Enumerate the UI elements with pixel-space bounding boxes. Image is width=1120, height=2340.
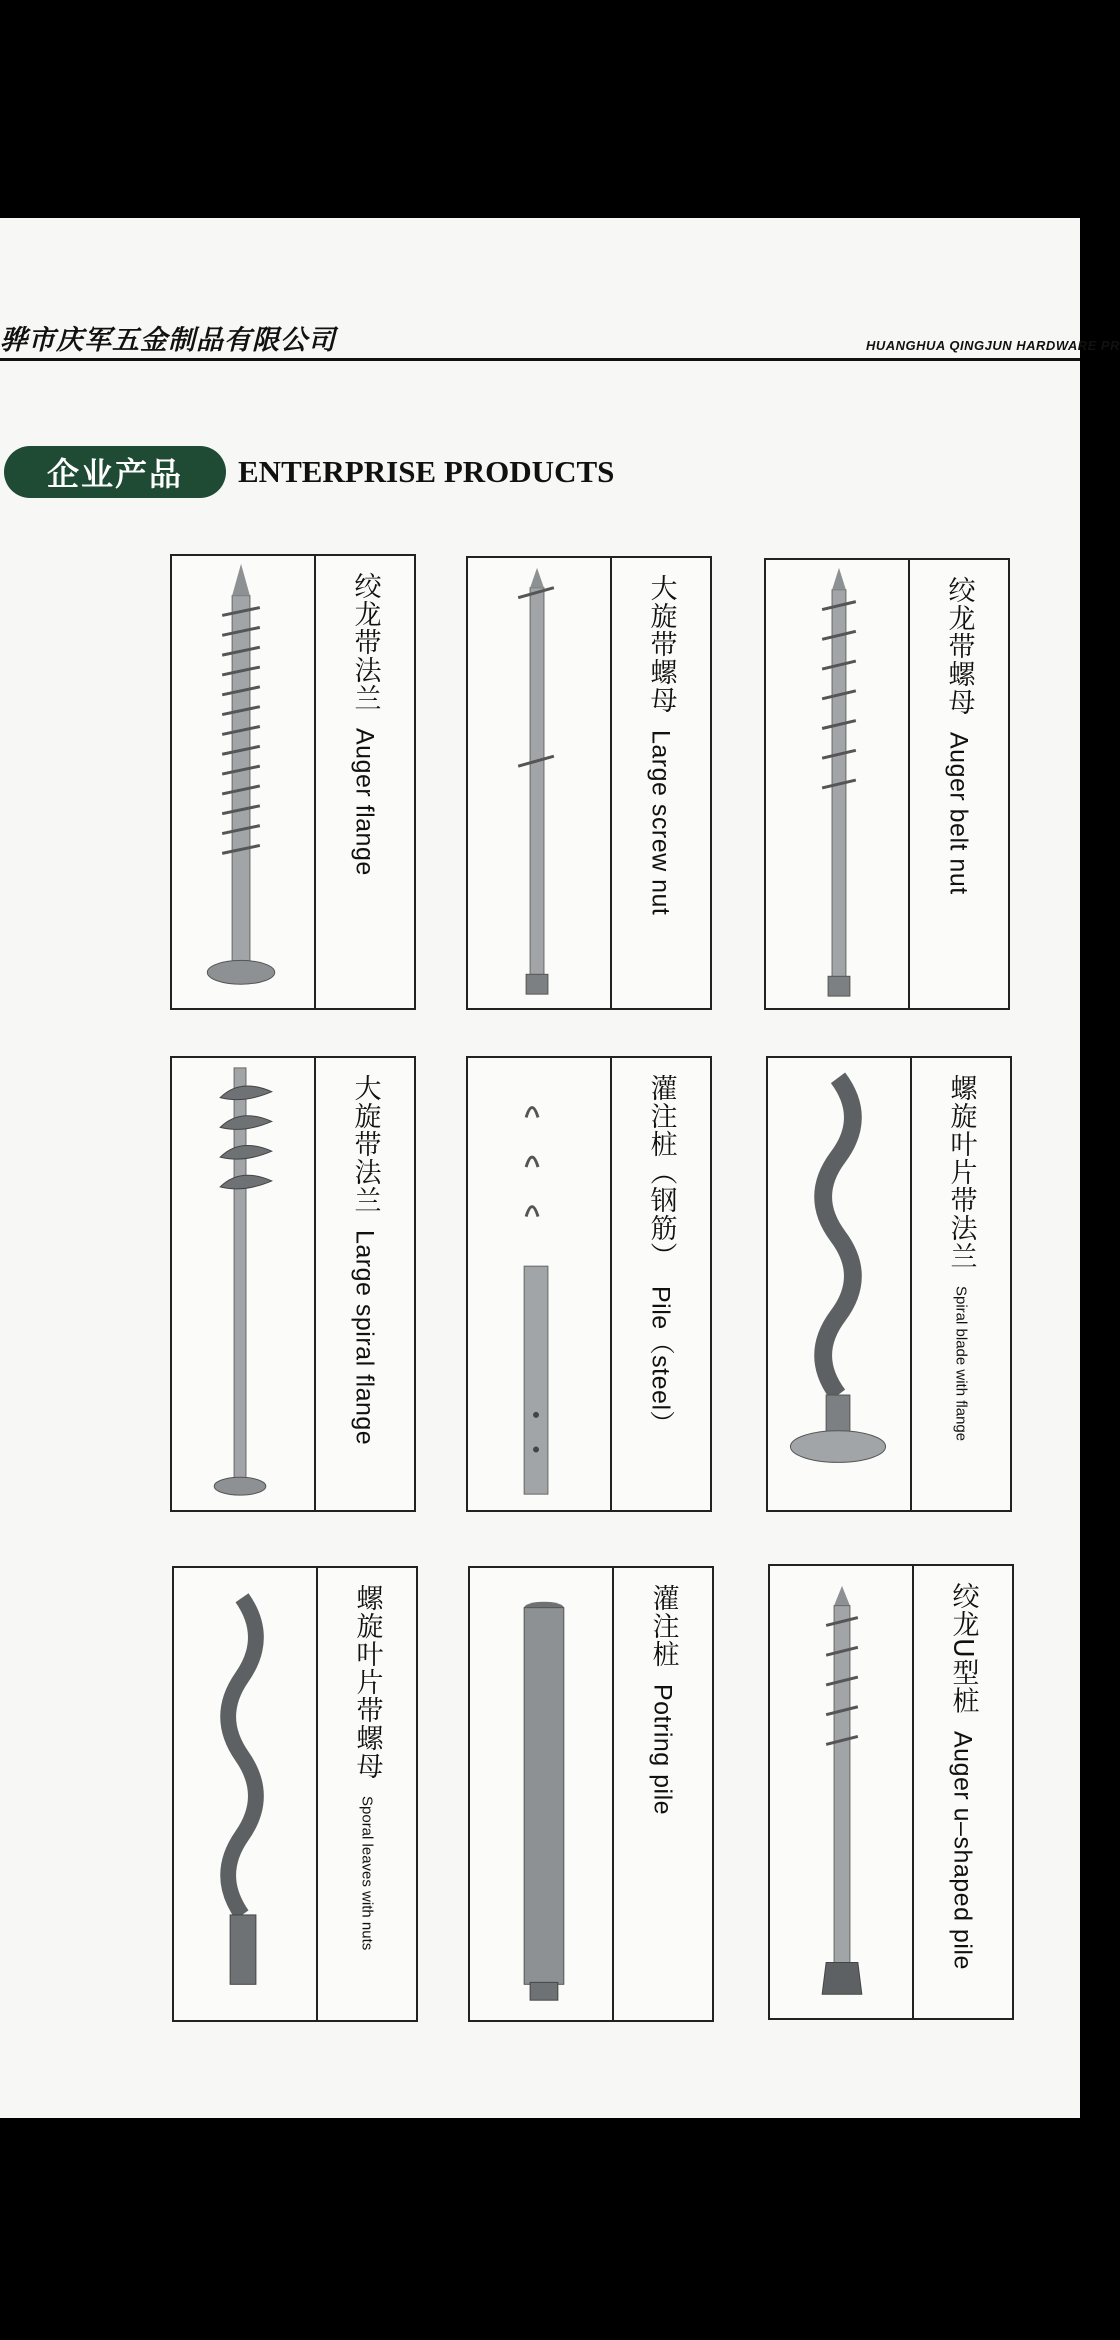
product-card-auger-belt-nut — [764, 558, 1010, 1010]
large-spiral-flange-drawing — [172, 1058, 314, 1510]
product-card-spiral-blade-flange — [766, 1056, 1012, 1512]
product-name-en: Pile（steel） — [646, 1286, 675, 1436]
product-name-en: Auger belt nut — [944, 732, 973, 895]
product-card-large-spiral-flange — [170, 1056, 416, 1512]
product-image — [770, 1566, 914, 2018]
product-name-en: Auger flange — [350, 728, 379, 876]
product-image — [468, 1058, 612, 1510]
product-image — [766, 560, 910, 1008]
company-name-cn: 骅市庆军五金制品有限公司 — [0, 325, 336, 356]
potring-pile-drawing — [470, 1568, 612, 2020]
product-image — [172, 556, 316, 1008]
product-name-en: Spiral blade with flange — [952, 1286, 970, 1442]
product-name-cn: 绞龙带法兰 — [349, 572, 381, 712]
product-label — [316, 556, 414, 1008]
section-title-cn: 企业产品 — [4, 446, 226, 498]
product-card-large-screw-nut — [466, 556, 712, 1010]
product-name-en: Large spiral flange — [350, 1230, 379, 1446]
product-name-cn: 大旋带法兰 — [349, 1074, 381, 1214]
product-name-cn: 灌注桩（钢筋） — [645, 1074, 677, 1270]
product-name-en: Sporal leaves with nuts — [358, 1796, 376, 1951]
product-name-cn: 大旋带螺母 — [645, 574, 677, 714]
pile-steel-drawing — [468, 1058, 610, 1510]
auger-flange-drawing — [172, 556, 314, 1008]
product-name-en: Auger u–shaped pile — [948, 1730, 977, 1970]
company-name-en: HUANGHUA QINGJUN HARDWARE PR — [865, 338, 1120, 353]
product-card-spiral-leaves-nuts — [172, 1566, 418, 2022]
product-name-en: Large screw nut — [646, 730, 675, 916]
product-label — [318, 1568, 416, 2020]
catalog-page — [0, 218, 1120, 2118]
product-card-pile-steel — [466, 1056, 712, 1512]
product-name-cn: 螺旋叶片带法兰 — [945, 1074, 977, 1270]
product-name-cn: 螺旋叶片带螺母 — [351, 1584, 383, 1780]
product-label — [612, 558, 710, 1008]
product-image — [470, 1568, 614, 2020]
auger-belt-nut-drawing — [766, 560, 908, 1008]
product-label — [316, 1058, 414, 1510]
product-label — [612, 1058, 710, 1510]
product-label — [614, 1568, 712, 2020]
large-screw-nut-drawing — [468, 558, 610, 1008]
product-image — [468, 558, 612, 1008]
product-name-cn: 灌注桩 — [647, 1584, 679, 1668]
spiral-blade-flange-drawing — [768, 1058, 910, 1510]
product-label — [912, 1058, 1010, 1510]
product-name-cn: 绞龙带螺母 — [943, 576, 975, 716]
product-image — [172, 1058, 316, 1510]
product-card-auger-flange — [170, 554, 416, 1010]
header-rule — [0, 358, 1080, 361]
auger-u-pile-drawing — [770, 1566, 912, 2018]
product-image — [174, 1568, 318, 2020]
product-card-auger-u-pile — [768, 1564, 1014, 2020]
spiral-leaves-nuts-drawing — [174, 1568, 316, 2020]
product-label — [910, 560, 1008, 1008]
product-label — [914, 1566, 1012, 2018]
product-name-cn: 绞龙U型桩 — [947, 1582, 979, 1715]
section-title-en: ENTERPRISE PRODUCTS — [238, 454, 615, 489]
product-card-potring-pile — [468, 1566, 714, 2022]
product-image — [768, 1058, 912, 1510]
product-name-en: Potring pile — [648, 1684, 677, 1816]
